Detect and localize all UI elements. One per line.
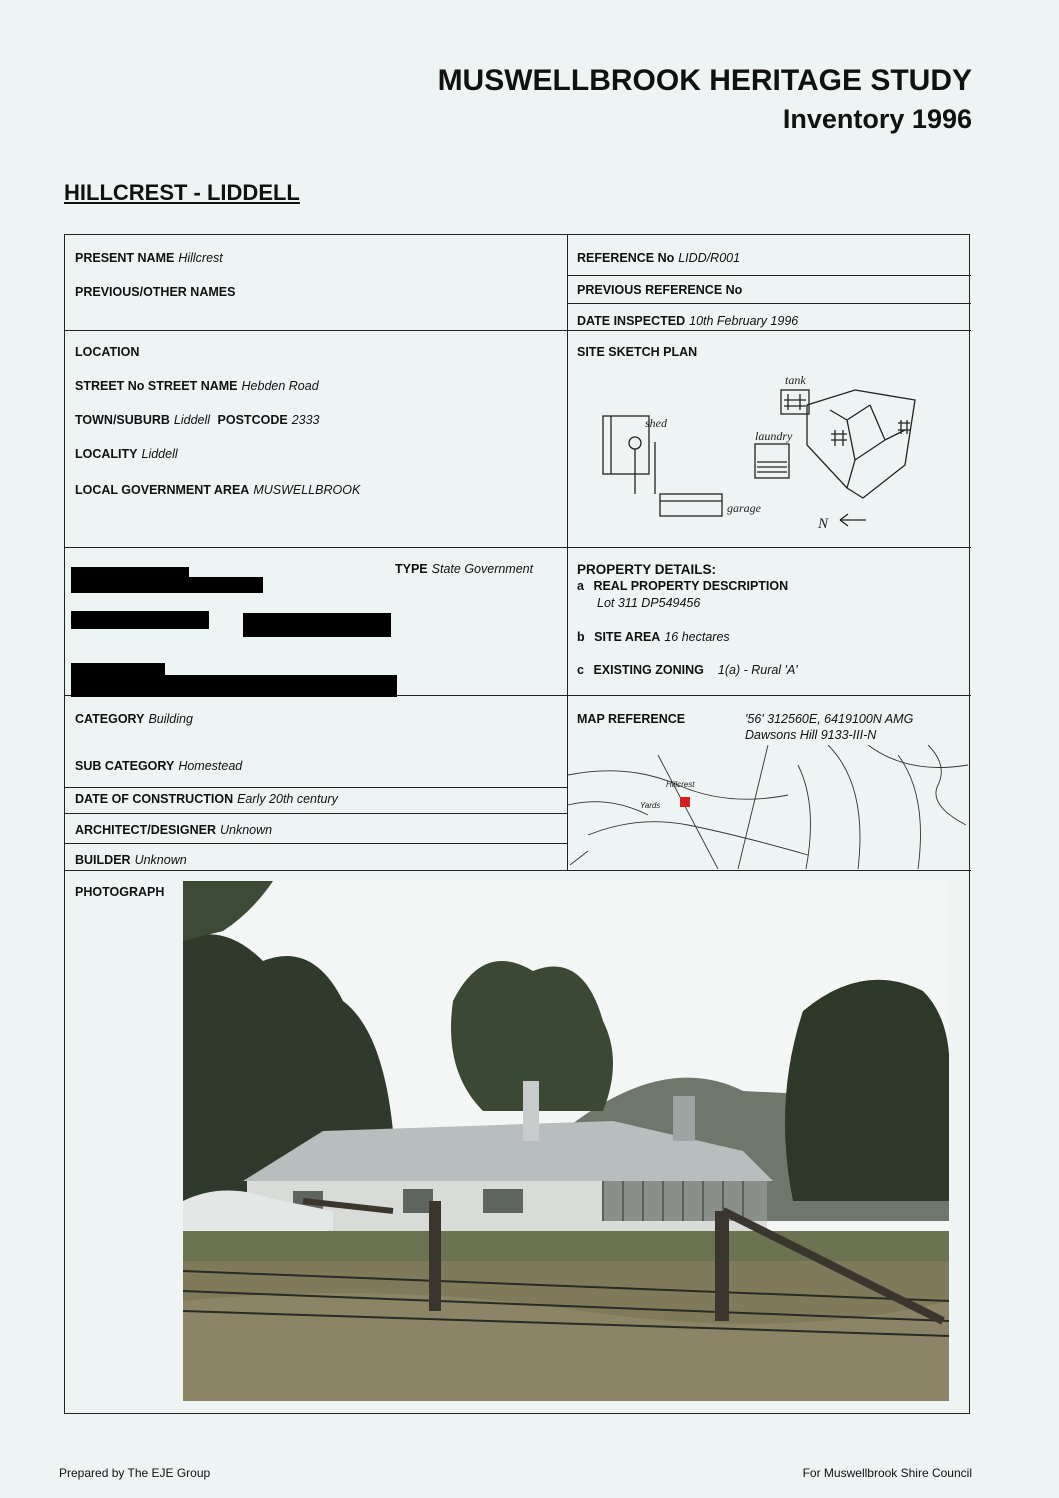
present-name-row	[75, 251, 223, 265]
site-area-value: 16 hectares	[664, 630, 730, 644]
zoning-row	[577, 663, 798, 677]
construction-value: Early 20th century	[237, 792, 338, 806]
present-name-label: PRESENT NAME	[75, 251, 175, 265]
redaction-6	[71, 675, 397, 697]
builder-label: BUILDER	[75, 853, 131, 867]
site-area-letter: b	[577, 630, 585, 644]
map-ref-row	[577, 712, 685, 726]
site-sketch-plan	[585, 370, 965, 545]
homestead-photograph	[183, 881, 949, 1401]
sketch-label: SITE SKETCH PLAN	[577, 345, 698, 359]
reference-label: REFERENCE No	[577, 251, 675, 265]
study-title: MUSWELLBROOK HERITAGE STUDY	[437, 64, 972, 97]
construction-label: DATE OF CONSTRUCTION	[75, 792, 234, 806]
site-title: HILLCREST - LIDDELL	[64, 180, 300, 205]
redaction-1	[71, 567, 189, 577]
sketch-row	[577, 345, 697, 359]
photograph-row	[75, 885, 164, 899]
map-ref-value-2: Dawsons Hill 9133-III-N	[745, 728, 877, 742]
construction-row	[75, 792, 338, 806]
map-ref-line-1	[745, 712, 913, 726]
map-ref-line-2	[745, 728, 876, 742]
builder-row	[75, 853, 187, 867]
category-label: CATEGORY	[75, 712, 145, 726]
type-label: TYPE	[395, 562, 428, 576]
category-row	[75, 712, 193, 726]
prev-reference-row	[577, 283, 742, 297]
subcategory-row	[75, 759, 242, 773]
zoning-value: 1(a) - Rural 'A'	[717, 663, 798, 677]
subcategory-label: SUB CATEGORY	[75, 759, 175, 773]
zoning-label: EXISTING ZONING	[593, 663, 704, 677]
lga-label: LOCAL GOVERNMENT AREA	[75, 483, 250, 497]
postcode-value: 2333	[291, 413, 320, 427]
type-value: State Government	[431, 562, 534, 576]
builder-value: Unknown	[134, 853, 187, 867]
date-inspected-row	[577, 314, 798, 328]
postcode-label: POSTCODE	[217, 413, 288, 427]
street-value: Hebden Road	[241, 379, 319, 393]
sketch-word-laundry: laundry	[755, 429, 793, 443]
redaction-2	[71, 577, 263, 593]
photograph-label: PHOTOGRAPH	[75, 885, 165, 899]
previous-names-label: PREVIOUS/OTHER NAMES	[75, 285, 236, 299]
footer-right: For Muswellbrook Shire Council	[802, 1466, 972, 1480]
map-label-yards: Yards	[640, 801, 661, 810]
zoning-letter: c	[577, 663, 584, 677]
street-row	[75, 379, 319, 393]
redaction-5	[71, 663, 165, 675]
map-ref-value-1: '56' 312560E, 6419100N AMG	[745, 712, 914, 726]
reference-value: LIDD/R001	[678, 251, 741, 265]
present-name-value: Hillcrest	[178, 251, 223, 265]
redaction-3	[71, 611, 209, 629]
sketch-word-north: N	[818, 516, 829, 532]
property-details-row	[577, 562, 716, 577]
lga-row	[75, 483, 360, 497]
town-label: TOWN/SUBURB	[75, 413, 170, 427]
location-row	[75, 345, 139, 359]
architect-row	[75, 823, 272, 837]
street-label: STREET No STREET NAME	[75, 379, 238, 393]
study-subtitle: Inventory 1996	[782, 104, 972, 134]
redaction-4	[243, 613, 391, 637]
inventory-form	[64, 234, 970, 1414]
locality-value: Liddell	[141, 447, 178, 461]
property-details-label: PROPERTY DETAILS:	[577, 562, 717, 577]
prev-reference-label: PREVIOUS REFERENCE No	[577, 283, 743, 297]
reference-row	[577, 251, 740, 265]
location-label: LOCATION	[75, 345, 140, 359]
location-map	[568, 745, 970, 869]
rpd-value: Lot 311 DP549456	[597, 596, 701, 610]
town-row	[75, 413, 320, 427]
lga-value: MUSWELLBROOK	[253, 483, 361, 497]
subcategory-value: Homestead	[178, 759, 243, 773]
previous-names-row	[75, 285, 235, 299]
town-value: Liddell	[173, 413, 211, 427]
locality-label: LOCALITY	[75, 447, 138, 461]
rpd-row	[577, 579, 788, 593]
sketch-word-tank: tank	[785, 373, 806, 387]
map-label-hillcrest: Hillcrest	[666, 780, 695, 789]
footer-left: Prepared by The EJE Group	[59, 1466, 211, 1480]
sketch-word-garage: garage	[727, 501, 761, 515]
type-row	[395, 562, 533, 576]
date-inspected-label: DATE INSPECTED	[577, 314, 686, 328]
architect-label: ARCHITECT/DESIGNER	[75, 823, 216, 837]
sketch-word-shed: shed	[645, 416, 667, 430]
rpd-value-row	[593, 596, 700, 610]
map-ref-label: MAP REFERENCE	[577, 712, 686, 726]
architect-value: Unknown	[219, 823, 273, 837]
rpd-letter: a	[577, 579, 584, 593]
rpd-label: REAL PROPERTY DESCRIPTION	[593, 579, 789, 593]
category-value: Building	[148, 712, 193, 726]
locality-row	[75, 447, 178, 461]
map-marker	[680, 797, 690, 807]
date-inspected-value: 10th February 1996	[689, 314, 799, 328]
site-area-label: SITE AREA	[594, 630, 661, 644]
site-area-row	[577, 630, 730, 644]
